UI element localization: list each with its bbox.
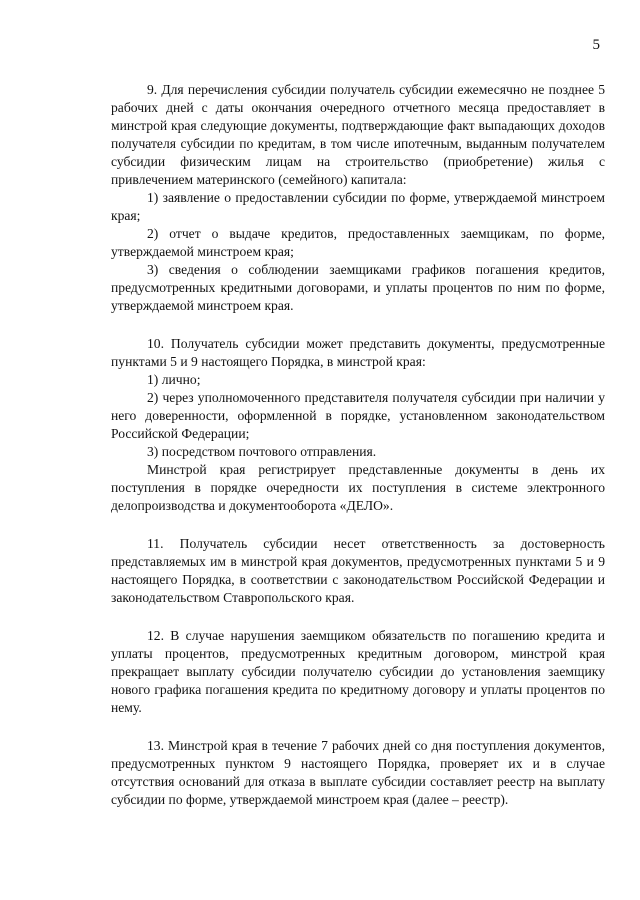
section-9 [111,81,605,315]
section-9-item-3: 3) сведения о соблюдении заемщиками графиков погашения кредитов, предусмотренных кредитными договорами, и уплаты процентов по ним по форме, утверждаемой минстроем края. [111,262,605,313]
section-12-text: 12. В случае нарушения заемщиком обязательств по погашению кредита и уплаты процентов, предусмотренных кредитным договором, минстрой края прекращает выплату субсидии получателю субсидии до установления заемщику нового графика погашения кредита по кредитному договору и уплаты процентов по нему. [111,628,605,715]
section-spacer [111,315,605,335]
section-13 [111,737,605,809]
section-10-item-3: 3) посредством почтового отправления. [147,444,377,459]
section-13-text: 13. Минстрой края в течение 7 рабочих дней со дня поступления документов, предусмотренных пунктом 9 настоящего Порядка, проверяет их и в случае отсутствия оснований для отказа в выплате субсидии составляет реестр на выплату субсидии по форме, утверждаемой минстроем края (далее – реестр). [111,738,605,807]
document-body [111,81,605,809]
section-10-item-1: 1) лично; [147,372,201,387]
section-12 [111,627,605,717]
section-10-registration-note: Минстрой края регистрирует представленные документы в день их поступления в порядке очередности их поступления в системе электронного делопроизводства и документооборота «ДЕЛО». [111,462,605,513]
section-spacer [111,607,605,627]
section-9-item-2: 2) отчет о выдаче кредитов, предоставленных заемщикам, по форме, утверждаемой минстроем края; [111,226,605,259]
section-9-text: 9. Для перечисления субсидии получатель субсидии ежемесячно не позднее 5 рабочих дней с даты окончания очередного отчетного месяца предоставляет в минстрой края следующие документы, подтверждающие факт выпадающих доходов получателя субсидии по кредитам, в том числе ипотечным, выданным получателем субсидии физическим лицам на строительство (приобретение) жилья с привлечением материнского (семейного) капитала: [111,82,605,187]
section-9-item-1: 1) заявление о предоставлении субсидии по форме, утверждаемой минстроем края; [111,190,605,223]
section-11 [111,535,605,607]
section-10-text: 10. Получатель субсидии может представить документы, предусмотренные пунктами 5 и 9 настоящего Порядка, в минстрой края: [111,336,605,369]
section-spacer [111,515,605,535]
section-spacer [111,717,605,737]
section-10 [111,335,605,515]
section-10-item-2: 2) через уполномоченного представителя получателя субсидии при наличии у него доверенности, оформленной в порядке, установленном законодательством Российской Федерации; [111,390,605,441]
page-number: 5 [592,37,600,53]
section-11-text: 11. Получатель субсидии несет ответственность за достоверность представляемых им в минстрой края документов, предусмотренных пунктами 5 и 9 настоящего Порядка, в соответствии с законодательством Российской Федерации и законодательством Ставропольского края. [111,536,605,605]
